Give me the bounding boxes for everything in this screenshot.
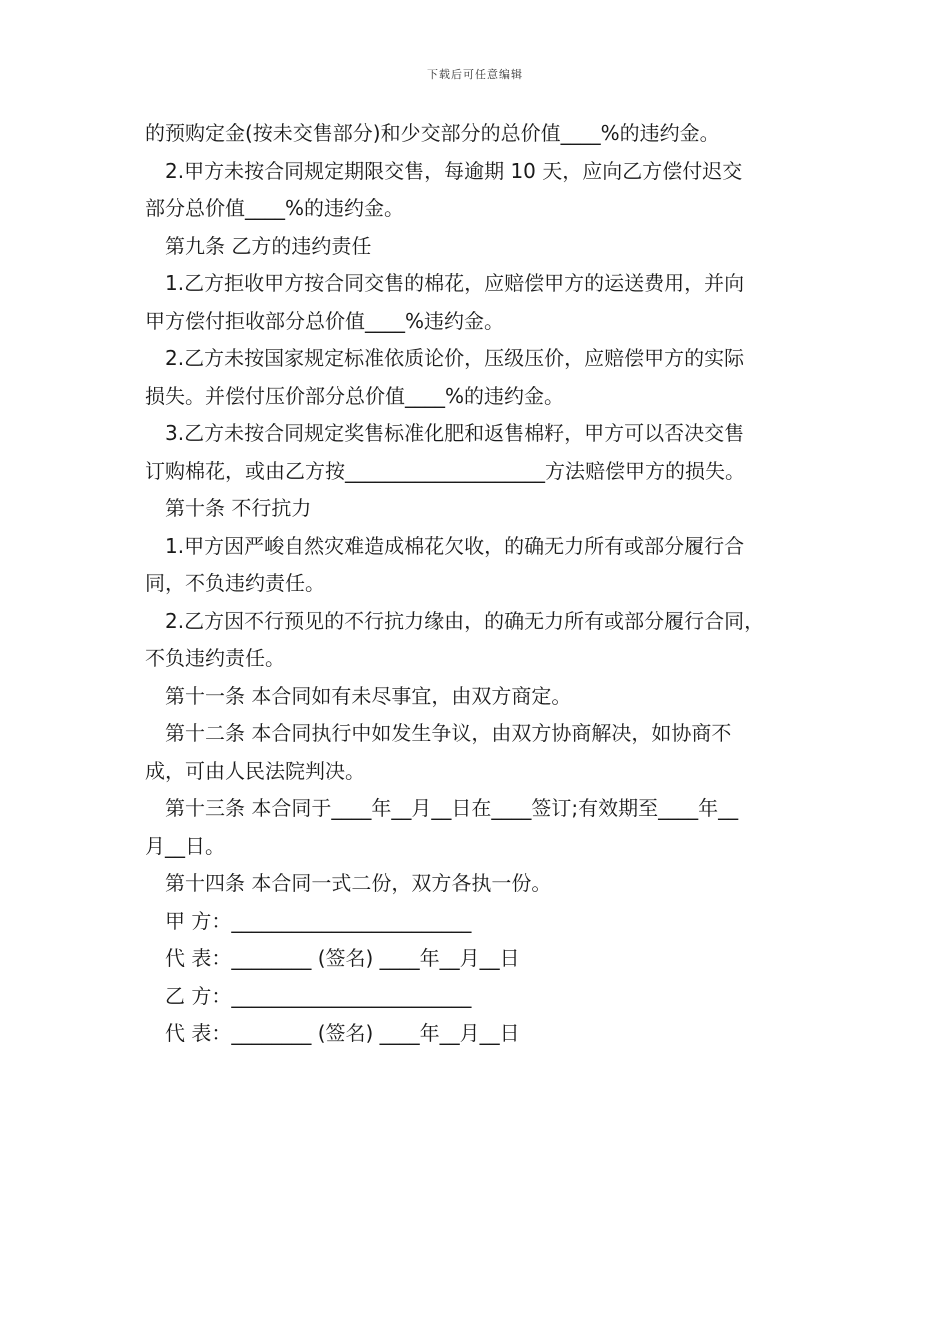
paragraph-line: 不负违约责任。 [145,646,285,670]
paragraph-line: 损失。并偿付压价部分总价值____%的违约金。 [145,383,565,408]
paragraph-line: 部分总价值____%的违约金。 [145,196,405,220]
document-body [145,115,815,1053]
paragraph-line: 的预购定金(按未交售部分)和少交部分的总价值____%的违约金。 [145,121,720,145]
paragraph-line: 第九条 乙方的违约责任 [165,233,372,258]
paragraph-line: 第十四条 本合同一式二份，双方各执一份。 [165,871,552,895]
page-header: 下载后可任意编辑 [427,68,523,81]
signature-line [145,978,815,1016]
paragraph-line: 1.甲方因严峻自然灾难造成棉花欠收，的确无力所有或部分履行合 [165,533,745,558]
paragraph-line: 3.乙方未按合同规定奖售标准化肥和返售棉籽，甲方可以否决交售 [165,421,745,445]
signature-blank: ________________________ [231,983,472,1008]
signature-line [145,903,815,941]
paragraph-line: 2.乙方未按国家规定标准依质论价，压级压价，应赔偿甲方的实际 [165,346,745,370]
paragraph-line: 第十一条 本合同如有未尽事宜，由双方商定。 [165,683,572,708]
signature-label: 代 表： [165,1021,232,1045]
paragraph-line: 1.乙方拒收甲方按合同交售的棉花，应赔偿甲方的运送费用，并向 [165,271,745,295]
paragraph-line: 2.甲方未按合同规定期限交售，每逾期 10 天，应向乙方偿付迟交 [165,158,743,183]
paragraph-line: 第十条 不行抗力 [165,496,312,520]
paragraph-line: 成，可由人民法院判决。 [145,758,365,783]
paragraph-line: 第十三条 本合同于____年__月__日在____签订;有效期至____年__ [165,796,739,820]
signature-label: 代 表： [165,946,232,970]
paragraph-line: 月__日。 [145,833,225,858]
paragraph-line: 甲方偿付拒收部分总价值____%违约金。 [145,308,505,333]
signature-label: 甲 方： [165,908,232,933]
paragraph-line: 第十二条 本合同执行中如发生争议，由双方协商解决，如协商不 [165,721,732,745]
paragraph-line: 同，不负违约责任。 [145,571,325,595]
signature-line [145,1015,815,1053]
signature-block [145,903,815,1053]
signature-blank: ________ (签名) ____年__月__日 [231,946,520,970]
signature-label: 乙 方： [165,983,232,1008]
paragraph-line: 2.乙方因不行预见的不行抗力缘由，的确无力所有或部分履行合同， [165,608,765,633]
signature-line [145,940,815,978]
signature-blank: ________ (签名) ____年__月__日 [231,1021,520,1045]
paragraph-line: 订购棉花，或由乙方按____________________方法赔偿甲方的损失。 [145,458,745,483]
contract-text [145,115,815,903]
signature-blank: ________________________ [231,908,472,933]
